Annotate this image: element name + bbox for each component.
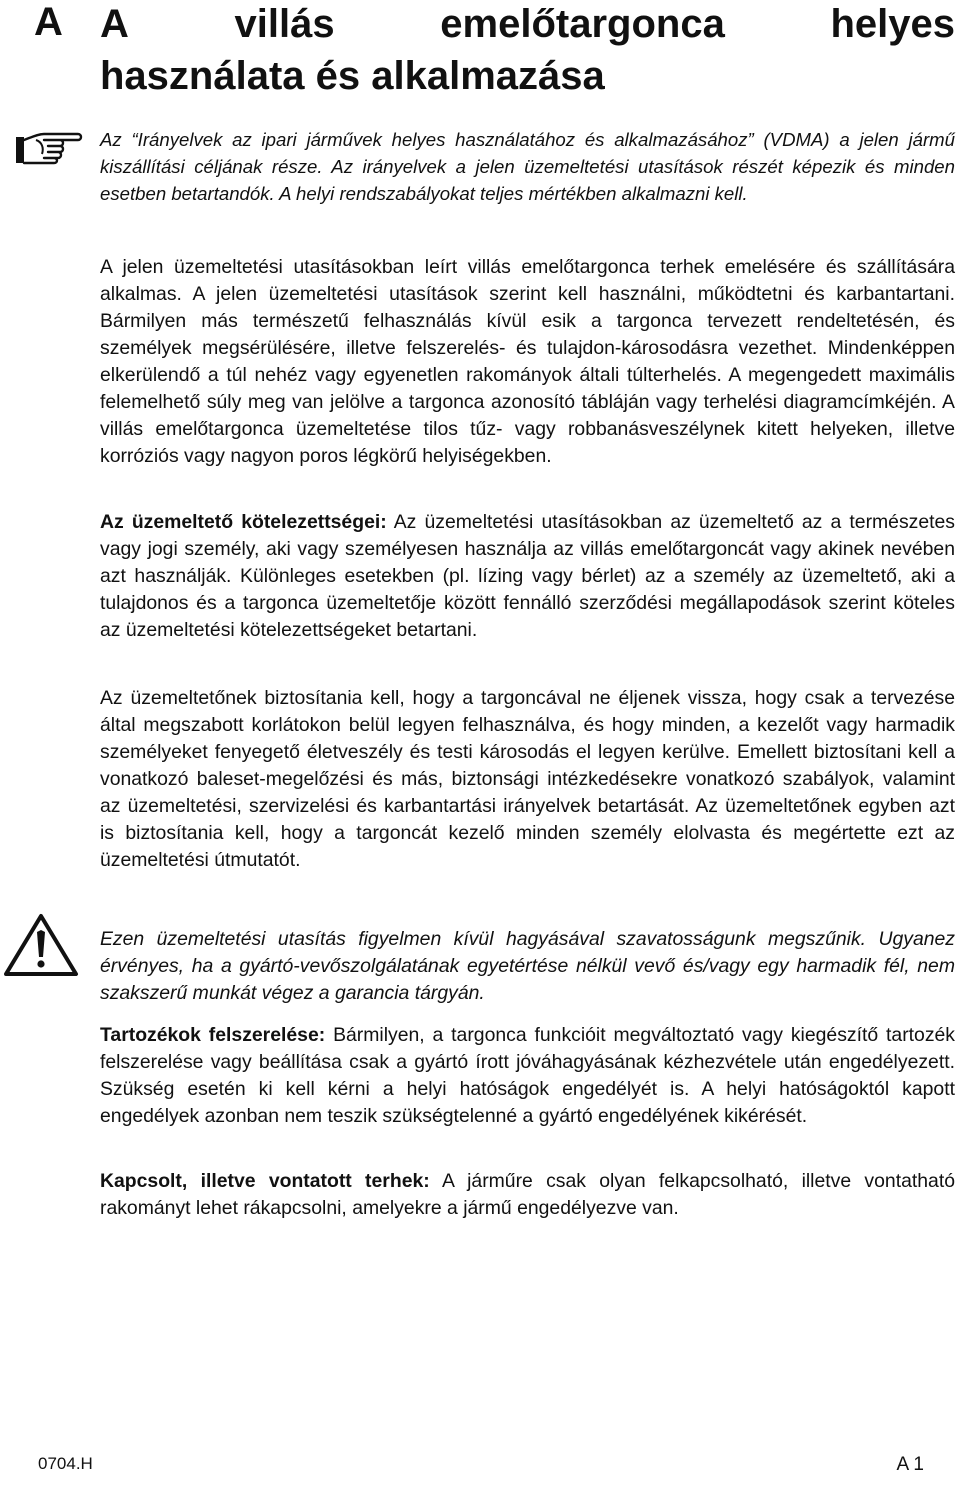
operator-obligations-text: Az üzemeltetési utasításokban az üzemeltető az a természetes vagy jogi személy, aki vagy személyesen használja az villás emelőtargoncát vagy akinek nevében azt használják. Különleges esetekben (pl. lízing vagy bérlet) az a személy az üzemeltető, aki a tulajdonos és a targonca üzemeltetője között fennálló szerződési megállapodások szerint köteles az üzemeltetési kötelezettségeket betartani.	[100, 511, 956, 641]
accessories-section	[100, 1022, 955, 1130]
towed-loads-label: Kapcsolt, illetve vontatott terhek:	[100, 1170, 430, 1192]
intended-use-paragraph: A jelen üzemeltetési utasításokban leírt villás emelőtargonca terhek emelésére és szállítására alkalmas. A jelen üzemeltetési utasítások szerint kell használni, működtetni és karbantartani. Bármilyen más természetű felhasználás kívül esik a targonca tervezett rendeltetésén, és személyek megsérülésére, illetve felszerelés- és tulajdon-károsodásra vezethet. Mindenképpen elkerülendő a túl nehéz vagy egyenetlen rakományok általi túlterhelés. A megengedett maximális felemelhető súly meg van jelölve a targonca azonosító tábláján vagy terhelési diagramcímkéjén. A villás emelőtargonca üzemeltetése tilos tűz- vagy robbanásveszélynek kitett helyeken, illetve korróziós vagy nagyon poros légkörű helyiségekben.	[100, 256, 955, 467]
title-word: villás	[234, 2, 335, 46]
operator-duty-paragraph: Az üzemeltetőnek biztosítania kell, hogy a targoncával ne éljenek vissza, hogy csak a tervezése által megszabott korlátokon belül legyen felhasználva, és hogy minden, a kezelőt vagy harmadik személyeket fenyegető életveszély és testi károsodás el legyen kerülve. Emellett biztosítani kell a vonatkozó baleset-megelőzési és más, biztonsági intézkedésekre vonatkozó szabályok, valamint az üzemeltetési, szervizelési és karbantartási irányelvek betartását. Az üzemeltetőnek egyben azt is biztosítania kell, hogy a targoncát kezelő minden személy elolvasta és megértette ezt az üzemeltetési útmutatót.	[100, 687, 955, 871]
footer-document-code: 0704.H	[38, 1454, 93, 1473]
warning-triangle-icon	[3, 912, 79, 978]
note-block	[100, 126, 955, 207]
page-title	[100, 0, 955, 102]
operator-duty-section	[100, 685, 955, 874]
towed-loads-section	[100, 1168, 955, 1222]
operator-obligations-paragraph	[100, 509, 955, 644]
warning-text: Ezen üzemeltetési utasítás figyelmen kívül hagyásával szavatosságunk megszűnik. Ugyanez érvényes, ha a gyártó-vevőszolgálatának egyetértése nélkül vevő és/vagy egy harmadik fél, nem szakszerű munkát végez a garancia tárgyán.	[100, 928, 955, 1004]
operator-obligations-section	[100, 509, 955, 644]
title-word: helyes	[830, 2, 955, 46]
accessories-paragraph	[100, 1022, 955, 1130]
pointing-hand-icon	[14, 128, 84, 170]
warning-section	[100, 926, 955, 1007]
towed-loads-paragraph	[100, 1168, 955, 1222]
section-letter: A	[34, 0, 63, 44]
title-word: emelőtargonca	[440, 2, 725, 46]
title-line-1	[100, 0, 955, 50]
operator-obligations-label: Az üzemeltető kötelezettségei:	[100, 511, 387, 533]
footer-page-number: A 1	[896, 1454, 924, 1475]
title-line-2: használata és alkalmazása	[100, 54, 605, 98]
accessories-text: Bármilyen, a targonca funkcióit megváltoztató vagy kiegészítő tartozék felszerelése vagy beállítása csak a gyártó írott jóváhagyásának kézhezvétele után engedélyezett. Szükség esetén ki kell kérni a helyi hatóságok engedélyét is. A helyi hatóságoktól kapott engedélyek azonban nem teszik szükségtelenné a gyártó engedélyének kikérését.	[100, 1024, 955, 1127]
intended-use-section	[100, 254, 955, 470]
title-word: A	[100, 2, 129, 46]
accessories-label: Tartozékok felszerelése:	[100, 1024, 326, 1046]
towed-loads-text: A járműre csak olyan felkapcsolható, illetve vontatható rakományt lehet rákapcsolni, amelyekre a jármű engedélyezve van.	[100, 1170, 955, 1219]
note-text: Az “Irányelvek az ipari járművek helyes használatához és alkalmazásához” (VDMA) a jelen jármű kiszállítási céljának része. Az irányelvek a jelen üzemeltetési utasítások részét képezik és minden esetben betartandók. A helyi rendszabályokat teljes mértékben alkalmazni kell.	[100, 129, 955, 204]
